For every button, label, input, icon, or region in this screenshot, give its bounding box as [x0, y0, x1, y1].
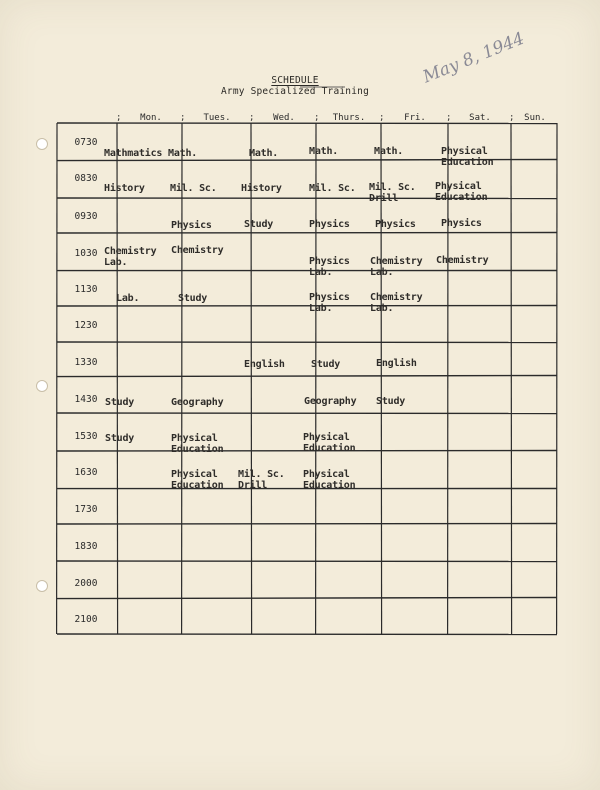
entry-english: English — [376, 358, 417, 369]
entry-lab: Lab. — [116, 293, 140, 304]
grid-row-line — [57, 561, 557, 562]
column-tick: ; — [446, 113, 452, 123]
hour-label: 0930 — [74, 211, 98, 222]
document-subtitle: Army Specialized Training — [221, 86, 369, 97]
document-title: SCHEDULE — [271, 75, 319, 86]
entry-physical-education: Physical Education — [171, 433, 224, 455]
column-tick: ; — [116, 113, 122, 123]
grid-column-line — [117, 123, 118, 634]
entry-physical-education: Physical Education — [303, 469, 356, 491]
entry-study: Study — [105, 397, 135, 408]
grid-row-line — [57, 524, 557, 525]
column-tick: ; — [249, 113, 255, 123]
day-header-thurs: Thurs. — [332, 113, 366, 123]
entry-chemistry-lab: Chemistry Lab. — [370, 292, 423, 314]
hour-label: 1030 — [74, 248, 98, 259]
entry-study: Study — [311, 359, 341, 370]
entry-physical-education: Physical Education — [435, 181, 488, 203]
entry-math: Math. — [309, 146, 339, 157]
hour-label: 1430 — [74, 394, 98, 405]
hour-label: 2100 — [74, 614, 98, 625]
entry-study: Study — [244, 219, 274, 230]
entry-mathematics: Mathmatics — [104, 148, 163, 159]
column-tick: ; — [509, 113, 515, 123]
column-tick: ; — [180, 113, 186, 123]
grid-row-line — [57, 233, 557, 234]
day-header-sat: Sat. — [469, 113, 491, 123]
entry-military-science: Mil. Sc. — [170, 183, 217, 194]
day-header-mon: Mon. — [140, 113, 162, 123]
hour-label: 0730 — [74, 137, 98, 148]
day-header-fri: Fri. — [404, 113, 426, 123]
entry-physical-education: Physical Education — [441, 146, 494, 168]
entry-physics: Physics — [171, 220, 212, 231]
entry-physics-lab: Physics Lab. — [309, 256, 350, 278]
entry-chemistry: Chemistry — [436, 255, 489, 266]
grid-row-line — [57, 306, 557, 307]
grid-row-line — [57, 123, 557, 124]
entry-english: English — [244, 359, 285, 370]
entry-military-science-drill: Mil. Sc. Drill — [369, 182, 416, 204]
entry-math: Math. — [168, 148, 198, 159]
entry-physics: Physics — [441, 218, 482, 229]
column-tick: ; — [379, 113, 385, 123]
day-header-wed: Wed. — [273, 113, 295, 123]
entry-chemistry: Chemistry — [171, 245, 224, 256]
grid-column-line — [251, 123, 252, 634]
entry-physical-education: Physical Education — [303, 432, 356, 454]
hour-label: 1330 — [74, 357, 98, 368]
grid-row-line — [57, 413, 557, 414]
entry-geography: Geography — [304, 396, 357, 407]
entry-physical-education: Physical Education — [171, 469, 224, 491]
column-tick: ; — [314, 113, 320, 123]
entry-physics: Physics — [375, 219, 416, 230]
entry-study: Study — [105, 433, 135, 444]
grid-row-line — [57, 376, 557, 377]
entry-military-science-drill: Mil. Sc. Drill — [238, 469, 285, 491]
hour-label: 2000 — [74, 578, 98, 589]
grid-row-line — [57, 598, 557, 599]
day-header-tues: Tues. — [203, 113, 231, 123]
grid-row-line — [57, 634, 557, 635]
entry-study: Study — [376, 396, 406, 407]
grid-column-line — [511, 123, 512, 634]
hour-label: 1630 — [74, 467, 98, 478]
entry-military-science: Mil. Sc. — [309, 183, 356, 194]
hour-label: 0830 — [74, 173, 98, 184]
day-header-sun: Sun. — [524, 113, 546, 123]
entry-physics: Physics — [309, 219, 350, 230]
hour-label: 1230 — [74, 320, 98, 331]
entry-math: Math. — [249, 148, 279, 159]
grid-row-line — [57, 342, 557, 343]
entry-geography: Geography — [171, 397, 224, 408]
handwritten-date: May 8, 1944 — [420, 28, 528, 88]
entry-math: Math. — [374, 146, 404, 157]
hour-label: 1830 — [74, 541, 98, 552]
hour-label: 1130 — [74, 284, 98, 295]
entry-chemistry-lab: Chemistry Lab. — [370, 256, 423, 278]
entry-history: History — [104, 183, 145, 194]
hour-label: 1730 — [74, 504, 98, 515]
entry-physics-lab: Physics Lab. — [309, 292, 350, 314]
entry-history: History — [241, 183, 282, 194]
entry-chemistry-lab: Chemistry Lab. — [104, 246, 157, 268]
hour-label: 1530 — [74, 431, 98, 442]
entry-study: Study — [178, 293, 208, 304]
